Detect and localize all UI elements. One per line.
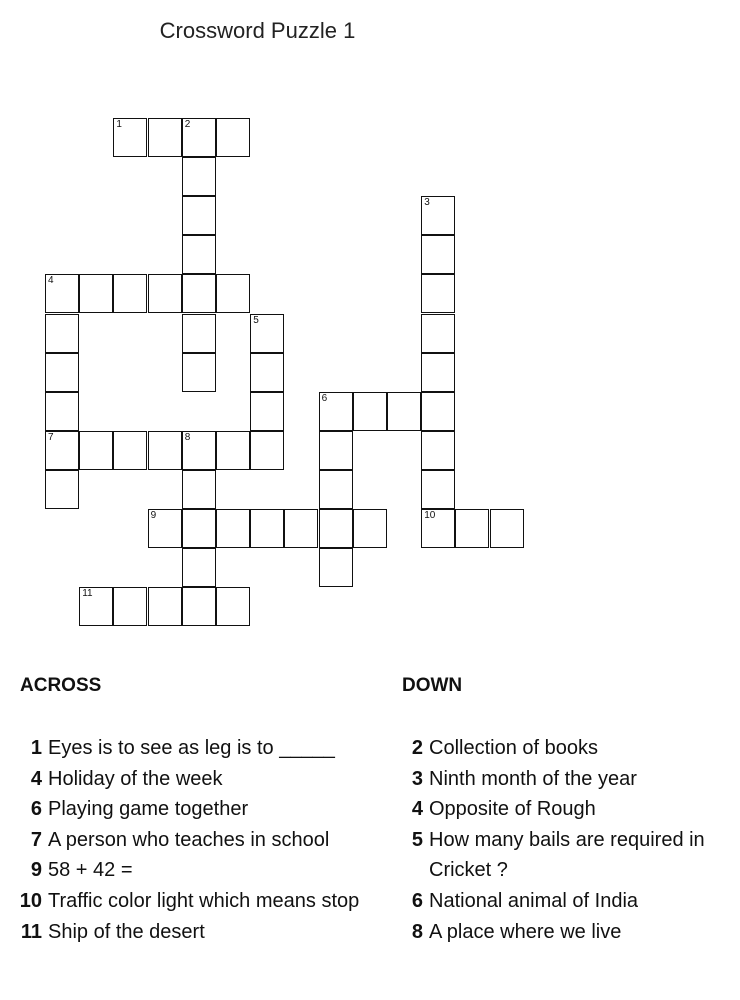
down-clue (393, 825, 728, 886)
across-clue (12, 855, 362, 886)
down-clue (393, 733, 728, 764)
grid-cell[interactable] (182, 470, 216, 509)
clue-number: 11 (20, 920, 42, 943)
grid-cell[interactable] (182, 314, 216, 353)
grid-cell[interactable] (250, 509, 284, 548)
clue-text: How many bails are required in Cricket ? (429, 828, 705, 882)
grid-cell[interactable] (216, 274, 250, 313)
grid-cell[interactable] (319, 509, 353, 548)
grid-cell[interactable] (421, 431, 455, 470)
grid-cell[interactable] (284, 509, 318, 548)
clue-text: Traffic color light which means stop (48, 889, 360, 912)
clue-number: 10 (19, 889, 42, 912)
clue-text: 58 + 42 = (48, 859, 133, 882)
grid-cell[interactable] (182, 196, 216, 235)
grid-cell[interactable] (421, 509, 455, 548)
grid-cell[interactable] (113, 587, 147, 626)
across-clue (12, 886, 362, 917)
grid-cell[interactable] (182, 353, 216, 392)
grid-cell[interactable] (319, 548, 353, 587)
clue-number: 3 (424, 197, 430, 209)
grid-cell[interactable] (216, 509, 250, 548)
clue-number: 8 (184, 431, 191, 443)
clue-number: 10 (424, 510, 436, 521)
grid-cell[interactable] (182, 548, 216, 587)
clue-number: 9 (30, 859, 42, 882)
down-clue (393, 794, 728, 825)
grid-cell[interactable] (45, 392, 79, 431)
down-clue (393, 886, 728, 917)
grid-cell[interactable] (216, 118, 250, 157)
grid-cell[interactable] (421, 353, 455, 392)
grid-cell[interactable] (182, 431, 216, 470)
across-clue (12, 917, 362, 948)
grid-cell[interactable] (216, 431, 250, 470)
down-clue (393, 917, 728, 948)
across-heading: ACROSS (20, 675, 102, 696)
grid-cell[interactable] (113, 274, 147, 313)
across-clue (12, 825, 362, 856)
clue-text: Ninth month of the year (429, 767, 637, 790)
grid-cell[interactable] (45, 314, 79, 353)
grid-cell[interactable] (148, 274, 182, 313)
clue-number: 6 (411, 889, 423, 912)
clue-text: Holiday of the week (48, 767, 223, 790)
grid-cell[interactable] (182, 118, 216, 157)
grid-cell[interactable] (148, 431, 182, 470)
clue-number: 4 (30, 767, 42, 790)
grid-cell[interactable] (79, 587, 113, 626)
clue-text: National animal of India (429, 889, 639, 912)
grid-cell[interactable] (421, 196, 455, 235)
clue-number: 4 (48, 275, 54, 287)
clue-number: 6 (30, 798, 42, 821)
grid-cell[interactable] (45, 353, 79, 392)
across-clue-list (12, 733, 362, 947)
clue-number: 2 (411, 737, 423, 759)
grid-cell[interactable] (45, 470, 79, 509)
clue-number: 3 (411, 767, 423, 790)
grid-cell[interactable] (421, 235, 455, 274)
grid-cell[interactable] (353, 392, 387, 431)
grid-cell[interactable] (182, 587, 216, 626)
clue-number: 6 (321, 392, 328, 404)
grid-cell[interactable] (79, 431, 113, 470)
down-clue-list (393, 733, 728, 947)
down-heading: DOWN (402, 675, 463, 696)
down-clue (393, 764, 728, 795)
clue-number: 7 (48, 431, 54, 443)
grid-cell[interactable] (113, 431, 147, 470)
across-clue (12, 794, 362, 825)
grid-cell[interactable] (182, 157, 216, 196)
puzzle-title: Crossword Puzzle 1 (159, 18, 356, 43)
grid-cell[interactable] (79, 274, 113, 313)
clue-text: Eyes is to see as leg is to _____ (48, 737, 335, 759)
grid-cell[interactable] (45, 431, 79, 470)
clue-number: 5 (411, 828, 423, 851)
grid-cell[interactable] (148, 509, 182, 548)
clue-number: 5 (253, 314, 259, 326)
clue-text: Collection of books (429, 737, 598, 759)
grid-cell[interactable] (421, 274, 455, 313)
grid-cell[interactable] (455, 509, 489, 548)
grid-cell[interactable] (387, 392, 421, 431)
grid-cell[interactable] (250, 431, 284, 470)
clue-number: 8 (411, 920, 423, 943)
grid-cell[interactable] (216, 587, 250, 626)
grid-cell[interactable] (148, 587, 182, 626)
grid-cell[interactable] (319, 392, 353, 431)
grid-cell[interactable] (319, 470, 353, 509)
clue-number: 1 (116, 119, 122, 130)
grid-cell[interactable] (490, 509, 524, 548)
clue-number: 1 (30, 737, 42, 759)
grid-cell[interactable] (250, 314, 284, 353)
clue-text: A person who teaches in school (48, 828, 330, 851)
grid-cell[interactable] (148, 118, 182, 157)
clue-number: 4 (411, 798, 423, 821)
grid-cell[interactable] (421, 392, 455, 431)
grid-cell[interactable] (319, 431, 353, 470)
grid-cell[interactable] (250, 353, 284, 392)
grid-cell[interactable] (353, 509, 387, 548)
clue-text: Opposite of Rough (429, 798, 596, 821)
clue-text: A place where we live (429, 920, 622, 943)
across-clue (12, 764, 362, 795)
clue-number: 7 (30, 828, 42, 851)
grid-cell[interactable] (182, 235, 216, 274)
grid-cell[interactable] (250, 392, 284, 431)
clue-number: 9 (150, 510, 157, 521)
grid-cell[interactable] (182, 509, 216, 548)
clue-number: 11 (82, 588, 93, 600)
across-clue (12, 733, 362, 764)
grid-cell[interactable] (182, 274, 216, 313)
clue-text: Playing game together (48, 798, 249, 821)
grid-cell[interactable] (421, 470, 455, 509)
clue-number: 2 (184, 119, 191, 130)
grid-cell[interactable] (45, 274, 79, 313)
grid-cell[interactable] (421, 314, 455, 353)
grid-cell[interactable] (113, 118, 147, 157)
clue-text: Ship of the desert (48, 920, 205, 943)
